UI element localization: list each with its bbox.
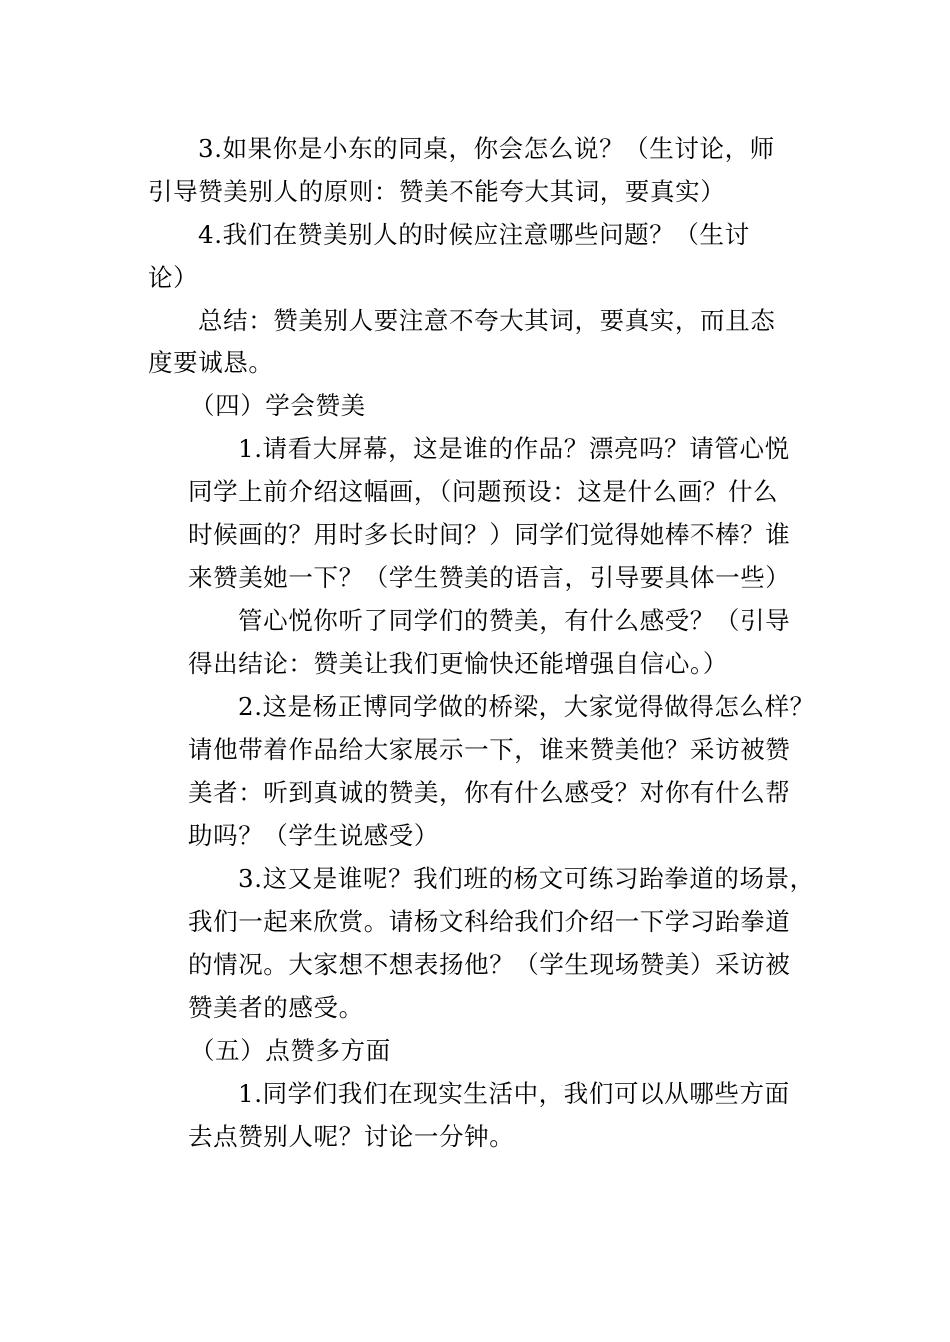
text-line: 请他带着作品给大家展示一下，谁来赞美他？采访被赞 [188,735,791,764]
text-line: 助吗？（学生说感受） [188,821,439,850]
text-line: 度要诚恳。 [148,348,274,377]
text-line: 赞美者的感受。 [188,993,364,1022]
text-line: 得出结论：赞美让我们更愉快还能增强自信心。） [188,649,728,678]
text-line: 引导赞美别人的原则：赞美不能夸大其词，要真实） [148,177,726,206]
text-line: 2.这是杨正博同学做的桥梁，大家觉得做得怎么样？ [238,692,815,721]
text-line: 总结：赞美别人要注意不夸大其词，要真实，而且态 [198,306,776,335]
text-line: 4.我们在赞美别人的时候应注意哪些问题？（生讨 [198,220,750,249]
text-line: 我们一起来欣赏。请杨文科给我们介绍一下学习跆拳道 [188,907,791,936]
text-line: 来赞美她一下？（学生赞美的语言，引导要具体一些） [188,563,791,592]
text-line: 管心悦你听了同学们的赞美，有什么感受？（引导 [238,606,791,635]
text-line: 论） [148,263,199,292]
text-line: 1.请看大屏幕，这是谁的作品？漂亮吗？请管心悦 [238,434,790,463]
text-line: 美者：听到真诚的赞美，你有什么感受？对你有什么帮 [188,778,791,807]
text-line: 1.同学们我们在现实生活中，我们可以从哪些方面 [238,1079,790,1108]
section-heading: （五）点赞多方面 [190,1036,391,1065]
text-line: 的情况。大家想不想表扬他？（学生现场赞美）采访被 [188,950,791,979]
text-line: 时候画的？用时多长时间？）同学们觉得她棒不棒？谁 [188,520,791,549]
text-line: 同学上前介绍这幅画，（问题预设：这是什么画？什么 [188,477,779,506]
text-line: 3.这又是谁呢？我们班的杨文可练习跆拳道的场景， [238,864,815,893]
text-line: 3.如果你是小东的同桌，你会怎么说？（生讨论，师 [198,134,775,163]
section-heading: （四）学会赞美 [190,391,366,420]
text-line: 去点赞别人呢？讨论一分钟。 [188,1122,515,1151]
